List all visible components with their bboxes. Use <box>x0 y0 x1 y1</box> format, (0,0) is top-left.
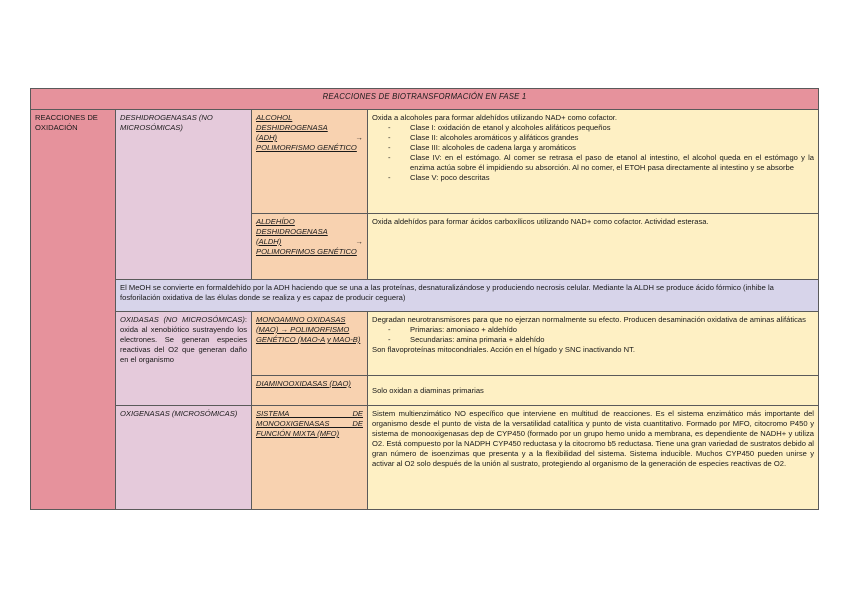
oxigenasas-label: OXIGENASAS (MICROSÓMICAS) <box>116 406 252 510</box>
table-row <box>31 280 819 312</box>
deshidrogenasas-label: DESHIDROGENASAS (NO MICROSÓMICAS) <box>116 110 252 280</box>
adh-intro: Oxida a alcoholes para formar aldehídos utilizando NAD+ como cofactor. <box>372 113 618 122</box>
adh-name <box>252 110 368 214</box>
aldh-name-line <box>256 237 363 247</box>
list-item: - Primarias: amoniaco + aldehído <box>410 325 814 335</box>
list-item: - Clase IV: en el estómago. Al comer se retrasa el paso de etanol al intestino, el alcohol queda en el estómago y la enzima actúa sobre él impidiendo su absorción. Al no comer, el ETOH pasa directamente al intestino y se absorbe <box>410 153 814 173</box>
arrow-icon: → <box>355 133 363 142</box>
aldh-name <box>252 214 368 280</box>
category-cell: REACCIONES DE OXIDACIÓN <box>31 110 116 510</box>
aldh-name-line: ALDEHÍDO <box>256 217 295 226</box>
mao-list <box>372 325 814 345</box>
list-item: - Clase I: oxidación de etanol y alcoholes alifáticos pequeños <box>410 123 814 133</box>
mfo-description: Sistem multienzimático NO específico que interviene en multitud de reacciones. Es el sistema enzimático más importante del organismo desde el punto de vista de la versatilidad catalítica y punto de vista cuantitativo. Formado por MFO, citocromo P450 y sistema de monooxigenasas dep de CYP450 (formado por un grupo hemo unido a membrana, es dependiente de NADH+ y utiliza O2. Está compuesto por la NADPH CYP450 reductasa y la citocromo b5 reductasa. Tiene una gran variedad de sustratos debido al gran número de isoenzimas que presenta y a la flexibilidad del sistema. Sistema inducible. Muchos CYP450 pueden unirse y activar al O2 solo después de la unión al sustrato, protegiendo al organismo de la generación de especies reactivas de O2. <box>368 406 819 510</box>
table-row <box>31 312 819 376</box>
mao-outro: Son flavoproteínas mitocondriales. Acción en el hígado y SNC inactivando NT. <box>372 345 635 354</box>
arrow-icon: → <box>355 237 363 246</box>
adh-name-line: ALCOHOL <box>256 113 293 122</box>
list-item: - Secundarias: amina primaria + aldehído <box>410 335 814 345</box>
aldh-name-line: DESHIDROGENASA <box>256 227 328 236</box>
list-item: - Clase II: alcoholes aromáticos y alifáticos grandes <box>410 133 814 143</box>
table-title: REACCIONES DE BIOTRANSFORMACIÓN EN FASE 1 <box>31 89 819 110</box>
list-item: - Clase V: poco descritas <box>410 173 814 183</box>
adh-name-line: POLIMORFISMO GENÉTICO <box>256 143 357 152</box>
title-row <box>31 89 819 110</box>
adh-name-line <box>256 133 363 143</box>
mao-intro: Degradan neurotransmisores para que no ejerzan normalmente su efecto. Producen desaminación oxidativa de aminas alifáticas <box>372 315 806 324</box>
meoh-note: El MeOH se convierte en formaldehído por la ADH haciendo que se una a las proteínas, desnaturalizándose y produciendo necrosis celular. Mediante la ALDH se produce ácido fórmico (inhibe la fosforilación oxidativa de las élulas donde se realiza y es capaz de producir ceguera) <box>116 280 819 312</box>
oxidasas-label-title: OXIDASAS (NO MICROSÓMICAS) <box>120 315 245 324</box>
list-item: - Clase III: alcoholes de cadena larga y aromáticos <box>410 143 814 153</box>
adh-name-line: DESHIDROGENASA <box>256 123 328 132</box>
mao-name: MONOAMINO OXIDASAS (MAO) → POLIMORFISMO GENÉTICO (MAO-A y MAO-B) <box>252 312 368 376</box>
biotransformation-table <box>30 88 819 510</box>
mao-description <box>368 312 819 376</box>
aldh-name-line: POLIMORFIMOS GENÉTICO <box>256 247 357 256</box>
adh-description <box>368 110 819 214</box>
aldh-description: Oxida aldehídos para formar ácidos carboxílicos utilizando NAD+ como cofactor. Actividad esterasa. <box>368 214 819 280</box>
mfo-name: SISTEMA DE MONOOXIGENASAS DE FUNCIÓN MIXTA (MFO) <box>252 406 368 510</box>
oxidasas-label-description: : oxida al xenobiótico sustrayendo los electrones. Se generan especies reactivas del O2 que generan daño en el organismo <box>120 315 247 364</box>
table-row <box>31 406 819 510</box>
dao-name: DIAMINOOXIDASAS (DAO) <box>252 376 368 406</box>
adh-name-abbr: (ADH) <box>256 133 278 142</box>
dao-description: Solo oxidan a diaminas primarias <box>368 376 819 406</box>
oxidasas-label <box>116 312 252 406</box>
table-row <box>31 110 819 214</box>
adh-class-list <box>372 123 814 183</box>
aldh-name-abbr: (ALDH) <box>256 237 282 246</box>
